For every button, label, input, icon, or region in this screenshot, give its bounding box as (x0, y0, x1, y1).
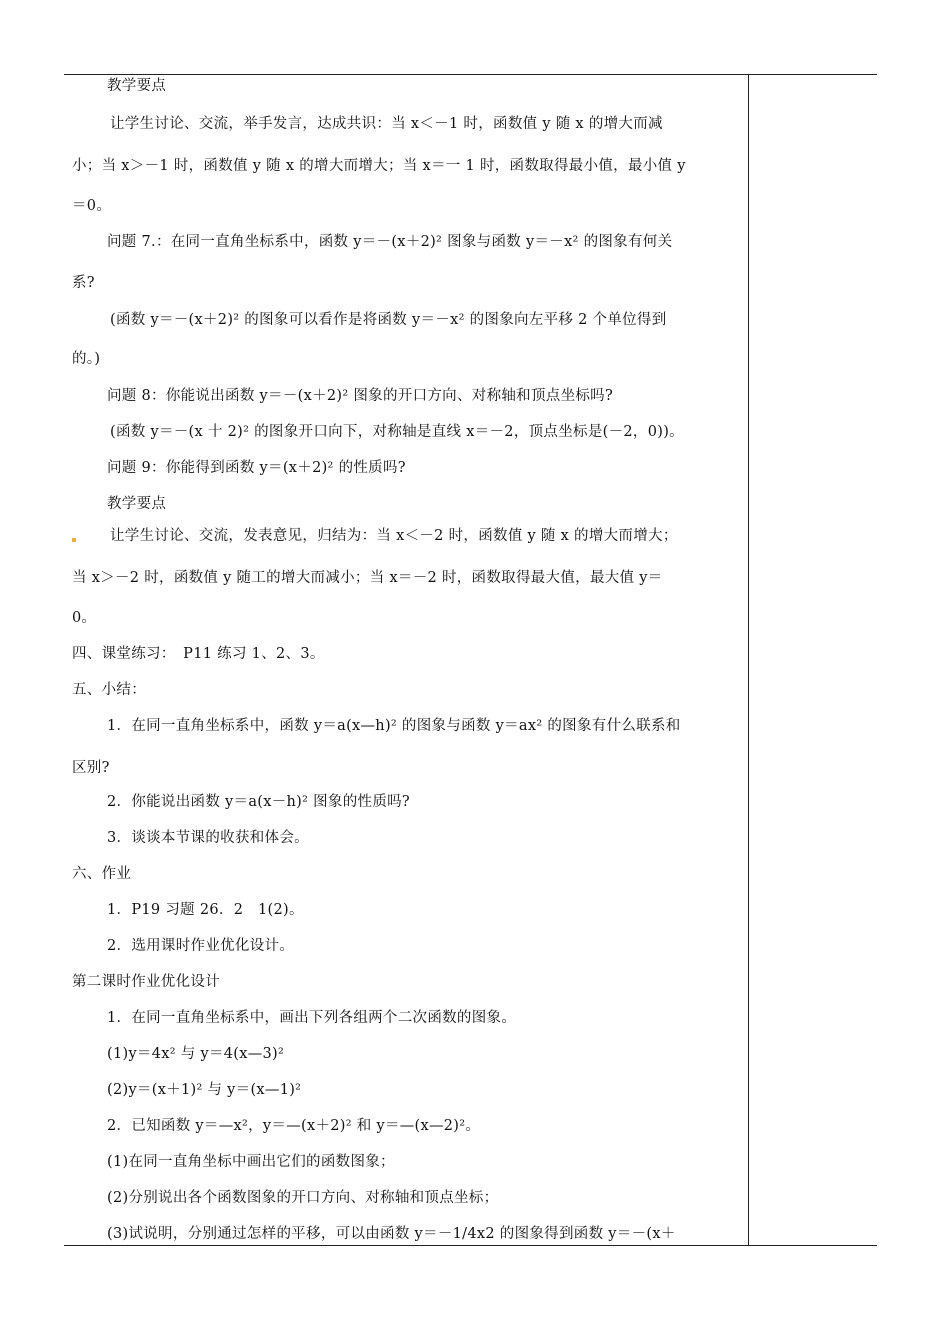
text-line: 让学生讨论、交流，举手发言，达成共识：当 x＜－1 时，函数值 y 随 x 的增大而减 (110, 116, 663, 132)
text-line: (2)分别说出各个函数图象的开口方向、对称轴和顶点坐标； (107, 1190, 499, 1206)
text-line: 小；当 x＞－1 时，函数值 y 随 x 的增大而增大；当 x＝一 1 时，函数取得最小值，最小值 y (72, 158, 686, 174)
text-line: 1．P19 习题 26．2 1(2)。 (107, 902, 304, 918)
text-line: ＝0。 (72, 198, 112, 214)
table-top-border (64, 74, 877, 75)
text-line: 区别? (72, 760, 110, 776)
text-line: 2．选用课时作业优化设计。 (107, 938, 295, 954)
table-bottom-border (64, 1245, 877, 1246)
text-line: 教学要点 (107, 78, 167, 94)
text-line: 教学要点 (107, 496, 167, 512)
text-line: (函数 y＝－(x＋2)² 的图象可以看作是将函数 y＝－x² 的图象向左平移 2 个单位得到 (110, 312, 667, 328)
section-heading: 第二课时作业优化设计 (72, 974, 220, 990)
text-line: (1)在同一直角坐标中画出它们的函数图象； (107, 1154, 395, 1170)
text-line: 1．在同一直角坐标系中，函数 y＝a(x—h)² 的图象与函数 y＝ax² 的图象有什么联系和 (107, 718, 681, 734)
text-line: 0。 (72, 610, 97, 626)
section-heading: 四、课堂练习： P11 练习 1、2、3。 (72, 646, 325, 662)
text-line: 问题 9：你能得到函数 y＝(x＋2)² 的性质吗? (107, 460, 406, 476)
text-line: 当 x＞－2 时，函数值 y 随工的增大而减小；当 x＝－2 时，函数取得最大值，最大值 y＝ (72, 570, 663, 586)
text-line: 问题 8：你能说出函数 y＝－(x＋2)² 图象的开口方向、对称轴和顶点坐标吗? (107, 388, 614, 404)
text-line: (3)试说明，分别通过怎样的平移，可以由函数 y＝－1/4x2 的图象得到函数 y＝－(x＋ (107, 1226, 676, 1242)
column-divider (748, 74, 749, 1245)
text-line: 问题 7.：在同一直角坐标系中，函数 y＝－(x＋2)² 图象与函数 y＝－x² 的图象有何关 (107, 234, 673, 250)
text-line: 1．在同一直角坐标系中，画出下列各组两个二次函数的图象。 (107, 1010, 517, 1026)
text-line: 让学生讨论、交流，发表意见，归结为：当 x＜－2 时，函数值 y 随 x 的增大而增大； (110, 528, 678, 544)
section-heading: 六、作业 (72, 866, 132, 882)
text-line: 3．谈谈本节课的收获和体会。 (107, 830, 309, 846)
text-line: (2)y＝(x＋1)² 与 y＝(x—1)² (107, 1082, 302, 1098)
section-heading: 五、小结： (72, 682, 146, 698)
text-line: 2．你能说出函数 y＝a(x－h)² 图象的性质吗? (107, 794, 410, 810)
text-line: 2．已知函数 y＝—x²，y＝—(x＋2)² 和 y＝—(x—2)²。 (107, 1118, 481, 1134)
text-line: (1)y＝4x² 与 y＝4(x—3)² (107, 1046, 285, 1062)
text-line: (函数 y＝－(x 十 2)² 的图象开口向下，对称轴是直线 x＝－2，顶点坐标是(－2，0))。 (110, 424, 684, 440)
marker-dot (72, 538, 76, 542)
text-line: 系? (72, 275, 95, 291)
text-line: 的。) (72, 351, 101, 367)
